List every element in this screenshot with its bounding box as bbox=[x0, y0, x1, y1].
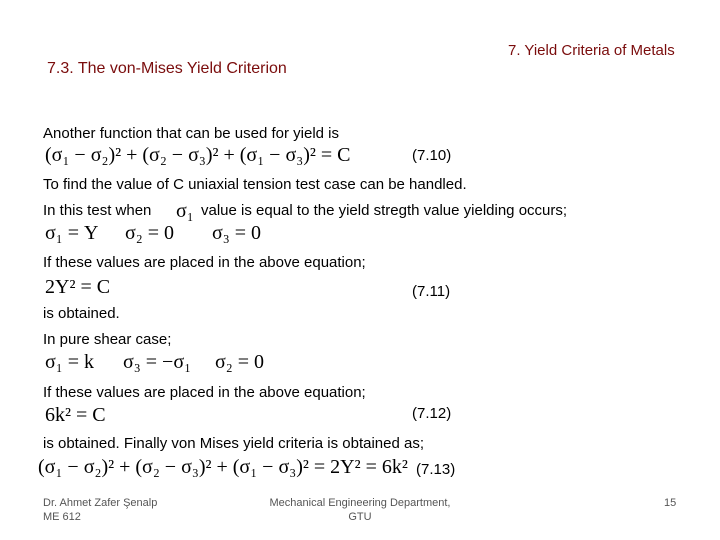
equation-7-12: 6k² = C bbox=[45, 404, 106, 426]
equation-number-7-12: (7.12) bbox=[412, 405, 452, 422]
shear-sigma1: σ₁ = k bbox=[45, 351, 95, 373]
placed-text-1: If these values are placed in the above equation; bbox=[43, 254, 366, 271]
footer-school: GTU bbox=[348, 511, 372, 523]
tension-sigma2: σ₂ = 0 bbox=[125, 222, 175, 244]
obtained-text-1: is obtained. bbox=[43, 305, 120, 322]
equation-number-7-11: (7.11) bbox=[412, 283, 451, 300]
equation-7-13: (σ₁ − σ₂)² + (σ₂ − σ₃)² + (σ₁ − σ₃)² = 2Y² = 6k² bbox=[38, 456, 408, 478]
footer-course: ME 612 bbox=[43, 511, 81, 523]
shear-sigma3: σ₃ = −σ₁ bbox=[123, 351, 192, 373]
page-number: 15 bbox=[664, 497, 677, 509]
shear-sigma2: σ₂ = 0 bbox=[215, 351, 265, 373]
equation-7-11: 2Y² = C bbox=[45, 276, 111, 298]
test-text-b: value is equal to the yield stregth value yielding occurs; bbox=[201, 202, 568, 219]
footer-author: Dr. Ahmet Zafer Şenalp bbox=[43, 497, 158, 509]
chapter-title: 7. Yield Criteria of Metals bbox=[508, 42, 675, 59]
sigma1-inline: σ₁ bbox=[176, 200, 194, 222]
equation-number-7-13: (7.13) bbox=[416, 461, 456, 478]
section-title: 7.3. The von-Mises Yield Criterion bbox=[47, 60, 287, 77]
tension-sigma3: σ₃ = 0 bbox=[212, 222, 262, 244]
equation-number-7-10: (7.10) bbox=[412, 147, 452, 164]
intro-text: Another function that can be used for yield is bbox=[43, 125, 340, 142]
tension-sigma1: σ₁ = Y bbox=[45, 222, 99, 244]
uniaxial-text: To find the value of C uniaxial tension test case can be handled. bbox=[43, 176, 467, 193]
test-text-a: In this test when bbox=[43, 202, 152, 219]
placed-text-2: If these values are placed in the above equation; bbox=[43, 384, 366, 401]
equation-7-10: (σ₁ − σ₂)² + (σ₂ − σ₃)² + (σ₁ − σ₃)² = C bbox=[45, 144, 351, 166]
obtained-text-2: is obtained. Finally von Mises yield criteria is obtained as; bbox=[43, 435, 425, 452]
shear-text: In pure shear case; bbox=[43, 331, 172, 348]
footer-department: Mechanical Engineering Department, bbox=[269, 497, 451, 509]
